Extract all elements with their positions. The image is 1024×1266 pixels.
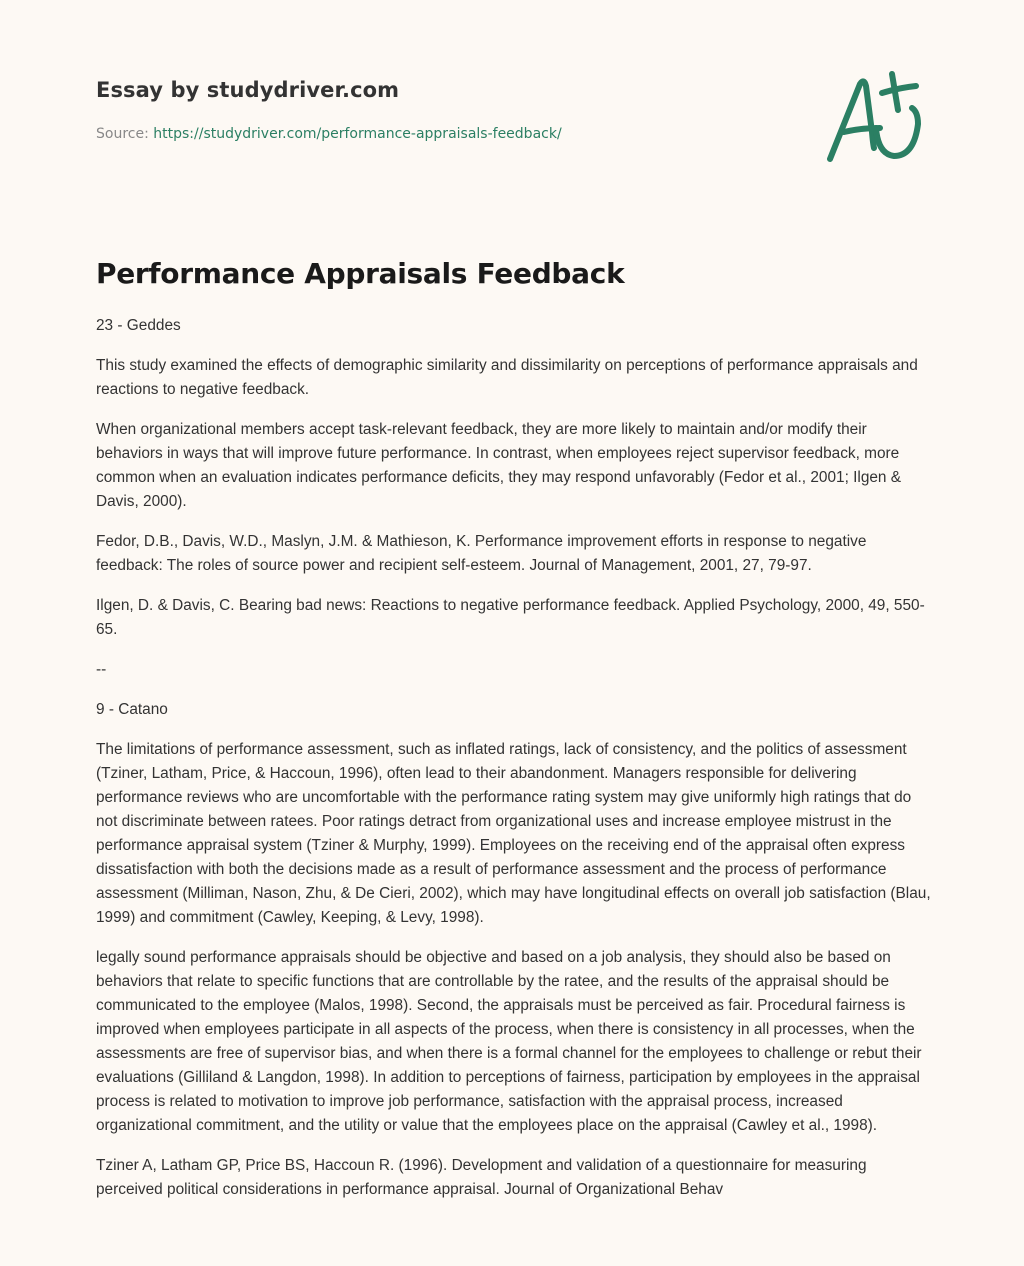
paragraph: legally sound performance appraisals should be objective and based on a job analysis, they should also be based on behaviors that relate to specific functions that are controllable by the ratee, and the results of the appraisal should be communicated to the employee (Malos, 1998). Second, the appraisals must be perceived as fair. Procedural fairness is improved when employees participate in all aspects of the process, when there is consistency in all processes, when the assessments are free of supervisor bias, and when there is a formal channel for the employees to challenge or rebut their evaluations (Gilliland & Langdon, 1998). In addition to perceptions of fairness, participation by employees in the appraisal process is related to motivation to improve job performance, satisfaction with the appraisal process, increased organizational commitment, and the utility or value that the employees place on the appraisal (Cawley et al., 1998). [96,949,922,1134]
source-line [96,124,936,144]
paragraph: The limitations of performance assessment, such as inflated ratings, lack of consistency, and the politics of assessment (Tziner, Latham, Price, & Haccoun, 1996), often lead to their abandonment. Managers responsible for delivering performance reviews who are uncomfortable with the performance rating system may give uniformly high ratings that do not discriminate between ratees. Poor ratings detract from organizational uses and increase employee mistrust in the performance appraisal system (Tziner & Murphy, 1999). Employees on the receiving end of the appraisal often express dissatisfaction with both the decisions made as a result of performance assessment and the process of performance assessment (Milliman, Nason, Zhu, & De Cieri, 2002), which may have longitudinal effects on overall job satisfaction (Blau, 1999) and commitment (Cawley, Keeping, & Levy, 1998). [96,741,931,926]
section-heading-catano: 9 - Catano [96,701,168,718]
paragraph: When organizational members accept task-relevant feedback, they are more likely to maintain and/or modify their behaviors in ways that will improve future performance. In contrast, when employees reject supervisor feedback, more common when an evaluation indicates performance deficits, they may respond unfavorably (Fedor et al., 2001; Ilgen & Davis, 2000). [96,421,902,510]
source-label: Source: [96,126,154,142]
document-body [96,314,936,1218]
page-header [96,76,936,144]
separator: -- [96,661,107,678]
reference-ilgen: Ilgen, D. & Davis, C. Bearing bad news: Reactions to negative performance feedback. Applied Psychology, 2000, 49, 550-65. [96,597,925,638]
reference-fedor: Fedor, D.B., Davis, W.D., Maslyn, J.M. & Mathieson, K. Performance improvement efforts in response to negative feedback: The roles of source power and recipient self-esteem. Journal of Management, 2001, 27, 79-97. [96,533,867,574]
document-title: Performance Appraisals Feedback [96,257,625,290]
paragraph: This study examined the effects of demographic similarity and dissimilarity on perceptions of performance appraisals and reactions to negative feedback. [96,357,918,398]
source-link[interactable]: https://studydriver.com/performance-appraisals-feedback/ [153,126,562,142]
a-plus-logo-icon [820,66,930,166]
site-brand: Essay by studydriver.com [96,78,400,102]
section-heading-geddes: 23 - Geddes [96,317,181,334]
reference-tziner: Tziner A, Latham GP, Price BS, Haccoun R. (1996). Development and validation of a questionnaire for measuring perceived political considerations in performance appraisal. Journal of Organizational Behav [96,1157,867,1198]
